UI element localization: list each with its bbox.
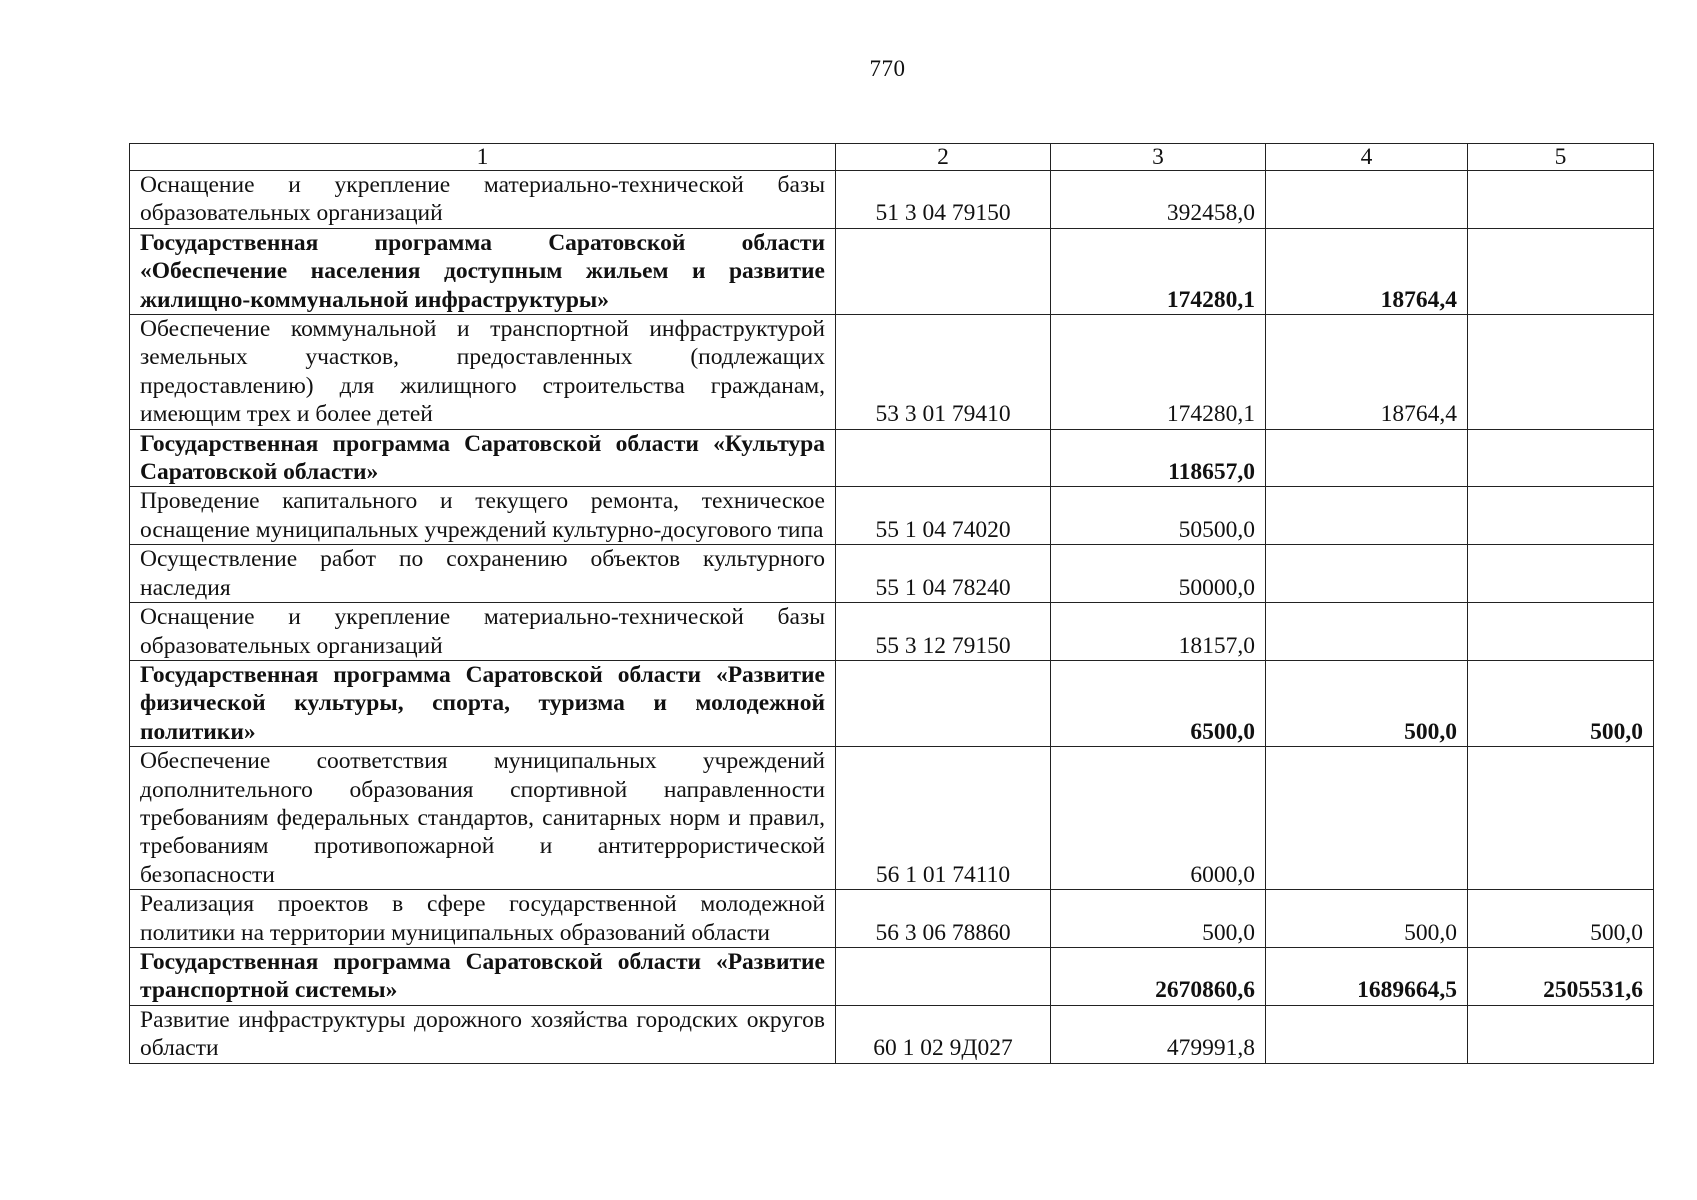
row-value-col4 [1266, 429, 1468, 487]
row-name-cell: Обеспечение соответствия муниципальных учреждений дополнительного образования спортивной направленности требованиям федеральных стандартов, санитарных норм и правил, требованиям противопожарной и антитеррористической безопасности [130, 747, 836, 890]
row-value-col5: 2505531,6 [1468, 947, 1654, 1005]
page-number: 770 [869, 56, 906, 81]
row-value-col5 [1468, 171, 1654, 229]
table-row [130, 545, 1654, 603]
row-value-col5 [1468, 487, 1654, 545]
program-row [130, 660, 1654, 746]
row-value-col4 [1266, 545, 1468, 603]
row-value-col3: 392458,0 [1051, 171, 1266, 229]
program-row [130, 429, 1654, 487]
row-value-col5 [1468, 228, 1654, 314]
row-name-cell: Проведение капитального и текущего ремонта, техническое оснащение муниципальных учреждений культурно-досугового типа [130, 487, 836, 545]
table-row [130, 890, 1654, 948]
row-value-col3: 2670860,6 [1051, 947, 1266, 1005]
column-header: 1 [130, 144, 836, 171]
row-value-col3: 50000,0 [1051, 545, 1266, 603]
table-row [130, 487, 1654, 545]
row-code-cell [836, 429, 1051, 487]
row-name-cell: Развитие инфраструктуры дорожного хозяйства городских округов области [130, 1005, 836, 1063]
row-value-col5 [1468, 315, 1654, 430]
row-value-col4 [1266, 171, 1468, 229]
row-value-col4: 18764,4 [1266, 228, 1468, 314]
row-code-cell: 60 1 02 9Д027 [836, 1005, 1051, 1063]
row-name-cell: Государственная программа Саратовской области «Культура Саратовской области» [130, 429, 836, 487]
row-value-col5 [1468, 545, 1654, 603]
row-code-cell: 55 1 04 78240 [836, 545, 1051, 603]
row-name-cell: Государственная программа Саратовской области «Развитие транспортной системы» [130, 947, 836, 1005]
table-row [130, 603, 1654, 661]
program-row [130, 228, 1654, 314]
row-code-cell: 55 1 04 74020 [836, 487, 1051, 545]
row-value-col4 [1266, 747, 1468, 890]
row-value-col3: 18157,0 [1051, 603, 1266, 661]
table-row [130, 747, 1654, 890]
row-name-cell: Оснащение и укрепление материально-технической базы образовательных организаций [130, 171, 836, 229]
table-row [130, 171, 1654, 229]
row-value-col5: 500,0 [1468, 660, 1654, 746]
row-value-col5 [1468, 603, 1654, 661]
row-value-col4 [1266, 487, 1468, 545]
row-value-col3: 174280,1 [1051, 228, 1266, 314]
row-name-cell: Реализация проектов в сфере государственной молодежной политики на территории муниципальных образований области [130, 890, 836, 948]
column-header: 5 [1468, 144, 1654, 171]
row-value-col5: 500,0 [1468, 890, 1654, 948]
row-name-cell: Государственная программа Саратовской области «Развитие физической культуры, спорта, туризма и молодежной политики» [130, 660, 836, 746]
row-value-col5 [1468, 747, 1654, 890]
row-value-col4: 18764,4 [1266, 315, 1468, 430]
row-value-col3: 500,0 [1051, 890, 1266, 948]
row-name-cell: Государственная программа Саратовской области «Обеспечение населения доступным жильем и развитие жилищно-коммунальной инфраструктуры» [130, 228, 836, 314]
row-code-cell [836, 660, 1051, 746]
row-value-col3: 118657,0 [1051, 429, 1266, 487]
column-header: 3 [1051, 144, 1266, 171]
program-row [130, 947, 1654, 1005]
column-header: 4 [1266, 144, 1468, 171]
row-value-col5 [1468, 1005, 1654, 1063]
row-name-cell: Осуществление работ по сохранению объектов культурного наследия [130, 545, 836, 603]
row-code-cell: 56 1 01 74110 [836, 747, 1051, 890]
row-value-col3: 50500,0 [1051, 487, 1266, 545]
column-header: 2 [836, 144, 1051, 171]
row-code-cell [836, 947, 1051, 1005]
row-value-col4 [1266, 1005, 1468, 1063]
row-value-col4: 500,0 [1266, 660, 1468, 746]
header-row [130, 144, 1654, 171]
table-row [130, 315, 1654, 430]
table-row [130, 1005, 1654, 1063]
row-code-cell: 51 3 04 79150 [836, 171, 1051, 229]
row-value-col4: 500,0 [1266, 890, 1468, 948]
budget-table [129, 143, 1654, 1064]
row-value-col3: 479991,8 [1051, 1005, 1266, 1063]
row-name-cell: Обеспечение коммунальной и транспортной инфраструктурой земельных участков, предоставленных (подлежащих предоставлению) для жилищного строительства гражданам, имеющим трех и более детей [130, 315, 836, 430]
row-value-col5 [1468, 429, 1654, 487]
row-value-col4: 1689664,5 [1266, 947, 1468, 1005]
row-code-cell [836, 228, 1051, 314]
row-value-col3: 6000,0 [1051, 747, 1266, 890]
row-code-cell: 56 3 06 78860 [836, 890, 1051, 948]
row-code-cell: 55 3 12 79150 [836, 603, 1051, 661]
row-code-cell: 53 3 01 79410 [836, 315, 1051, 430]
row-name-cell: Оснащение и укрепление материально-технической базы образовательных организаций [130, 603, 836, 661]
row-value-col3: 174280,1 [1051, 315, 1266, 430]
row-value-col3: 6500,0 [1051, 660, 1266, 746]
row-value-col4 [1266, 603, 1468, 661]
